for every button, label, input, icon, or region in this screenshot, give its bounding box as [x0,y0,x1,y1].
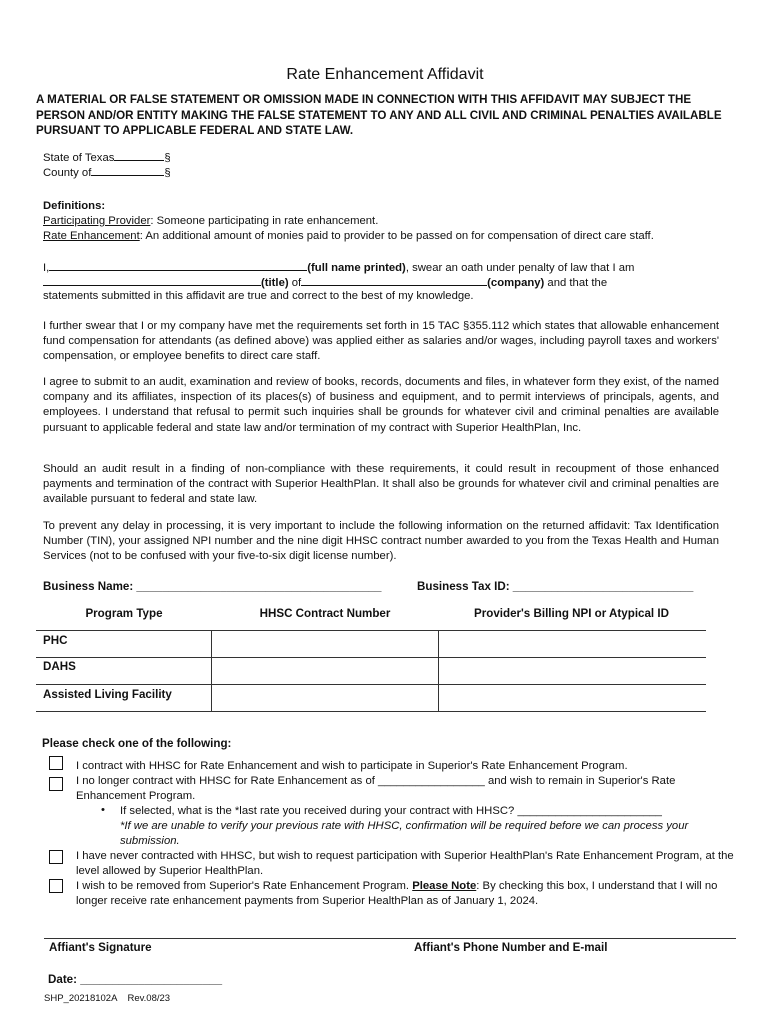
state-blank[interactable] [114,149,164,161]
county-label: County of [43,167,92,179]
state-label: State of Texas [43,152,115,164]
table-row-phc: PHC [43,634,68,647]
option-participate: I contract with HHSC for Rate Enhancement and wish to participate in Superior's Rate Enhancement Program. [76,760,628,772]
checkbox-remove[interactable] [49,879,63,893]
table-row-dahs: DAHS [43,660,76,673]
check-heading: Please check one of the following: [42,737,232,750]
section-symbol: § [164,167,171,179]
title-label: (title) [261,277,289,289]
table-divider [211,630,212,711]
oath-mid-text: , swear an oath under penalty of law that I am [405,262,635,274]
signature-rule [44,938,736,939]
oath-of-text: of [288,277,302,289]
table-divider [438,630,439,711]
affiant-phone-email-label: Affiant's Phone Number and E-mail [414,941,608,954]
paragraph-noncompliance: Should an audit result in a finding of non-compliance with these requirements, it could result in recoupment of those enhanced payments and termination of the contract with Superior HealthPlan. It shall also be grounds for whatever civil and criminal penalties are available pursuant to federal and state law. [43,463,719,506]
table-rule [36,657,706,658]
date-field[interactable]: Date: ______________________ [48,973,223,986]
bullet-last-rate: If selected, what is the *last rate you received during your contract with HHSC? _______________________ [120,805,662,817]
company-blank[interactable] [301,274,487,286]
form-footer-code: SHP_20218102A Rev.08/23 [44,993,171,1004]
definition-term: Rate Enhancement [43,230,140,242]
oath-end-text: and that the [544,277,608,289]
table-header-contract-number: HHSC Contract Number [259,607,391,620]
definition-rate-enhancement [43,229,654,244]
paragraph-requirements: I further swear that I or my company have met the requirements set forth in 15 TAC §355.112 which states that allowable enhancement fund compensation for attendants (as defined above) was applied either as salaries and/or wages, including payroll taxes and workers' compensation, or employee benefits to direct care staff. [43,320,719,363]
definitions-heading: Definitions: [43,200,106,212]
affiant-signature-label: Affiant's Signature [49,941,152,954]
option-remove-note: : By checking this box, I understand that I will no longer receive rate enhancement payments from Superior HealthPlan as of January 1, 2024. [76,880,718,908]
full-name-label: (full name printed) [307,262,406,274]
option-never-contracted: I have never contracted with HHSC, but wish to request participation with Superior HealthPlan's Rate Enhancement Program, at the level allowed by Superior HealthPlan. [76,850,734,878]
oath-prefix: I, [43,262,50,274]
paragraph-processing: To prevent any delay in processing, it is very important to include the following information on the returned affidavit: Tax Identification Number (TIN), your assigned NPI number and the nine digit HHSC contract number awarded to you from the Texas Health and Human Services (not to be confused with your five-to-six digit license number). [43,520,719,563]
county-blank[interactable] [91,164,164,176]
table-rule [36,630,706,631]
business-tax-id-field[interactable]: Business Tax ID: ____________________________ [417,580,694,593]
table-rule [36,711,706,712]
option-no-longer-contract: I no longer contract with HHSC for Rate Enhancement as of _________________ and wish to remain in Superior's Rate Enhancement Program. [76,775,676,803]
table-rule [36,684,706,685]
table-header-npi: Provider's Billing NPI or Atypical ID [474,607,669,620]
option-remove-text: I wish to be removed from Superior's Rate Enhancement Program. [76,880,413,892]
section-symbol: § [164,152,171,164]
title-blank[interactable] [43,274,261,286]
bullet-note: *If we are unable to verify your previous rate with HHSC, confirmation will be required before we can process your submission. [120,820,689,848]
table-header-program-type: Program Type [85,607,163,620]
full-name-blank[interactable] [49,259,307,271]
company-label: (company) [487,277,545,289]
business-name-field[interactable]: Business Name: ______________________________________ [43,580,382,593]
table-row-assisted-living: Assisted Living Facility [43,688,172,701]
checkbox-participate[interactable] [49,756,63,770]
oath-line-3: statements submitted in this affidavit are true and correct to the best of my knowledge. [43,290,474,302]
legal-warning: A MATERIAL OR FALSE STATEMENT OR OMISSION MADE IN CONNECTION WITH THIS AFFIDAVIT MAY SUBJECT THE PERSON AND/OR ENTITY MAKING THE FALSE STATEMENT TO ANY AND ALL CIVIL AND CRIMINAL PENALTIES AVAILABLE PURSUANT TO APPLICABLE FEDERAL AND STATE LAW. [36,93,722,137]
page-title: Rate Enhancement Affidavit [286,66,484,83]
please-note-label: Please Note [412,880,477,892]
definition-text: : Someone participating in rate enhancement. [150,215,379,227]
county-line [43,164,171,181]
bullet-dot: • [101,804,105,816]
definition-text: : An additional amount of monies paid to provider to be passed on for compensation of direct care staff. [139,230,654,242]
paragraph-audit: I agree to submit to an audit, examination and review of books, records, documents and files, in whatever form they exist, of the named company and its affiliates, inspection of its places(s) of business and equipment, and to permit interviews of principals, agents, and employees. I understand that refusal to permit such inquiries shall be grounds for whatever civil and criminal penalties are available pursuant to applicable federal and state law and/or termination of my contract with Superior HealthPlan, Inc. [43,376,719,434]
checkbox-no-longer-contract[interactable] [49,777,63,791]
definition-participating-provider [43,214,378,229]
option-remove [76,879,736,909]
definition-term: Participating Provider [43,215,151,227]
checkbox-never-contracted[interactable] [49,850,63,864]
